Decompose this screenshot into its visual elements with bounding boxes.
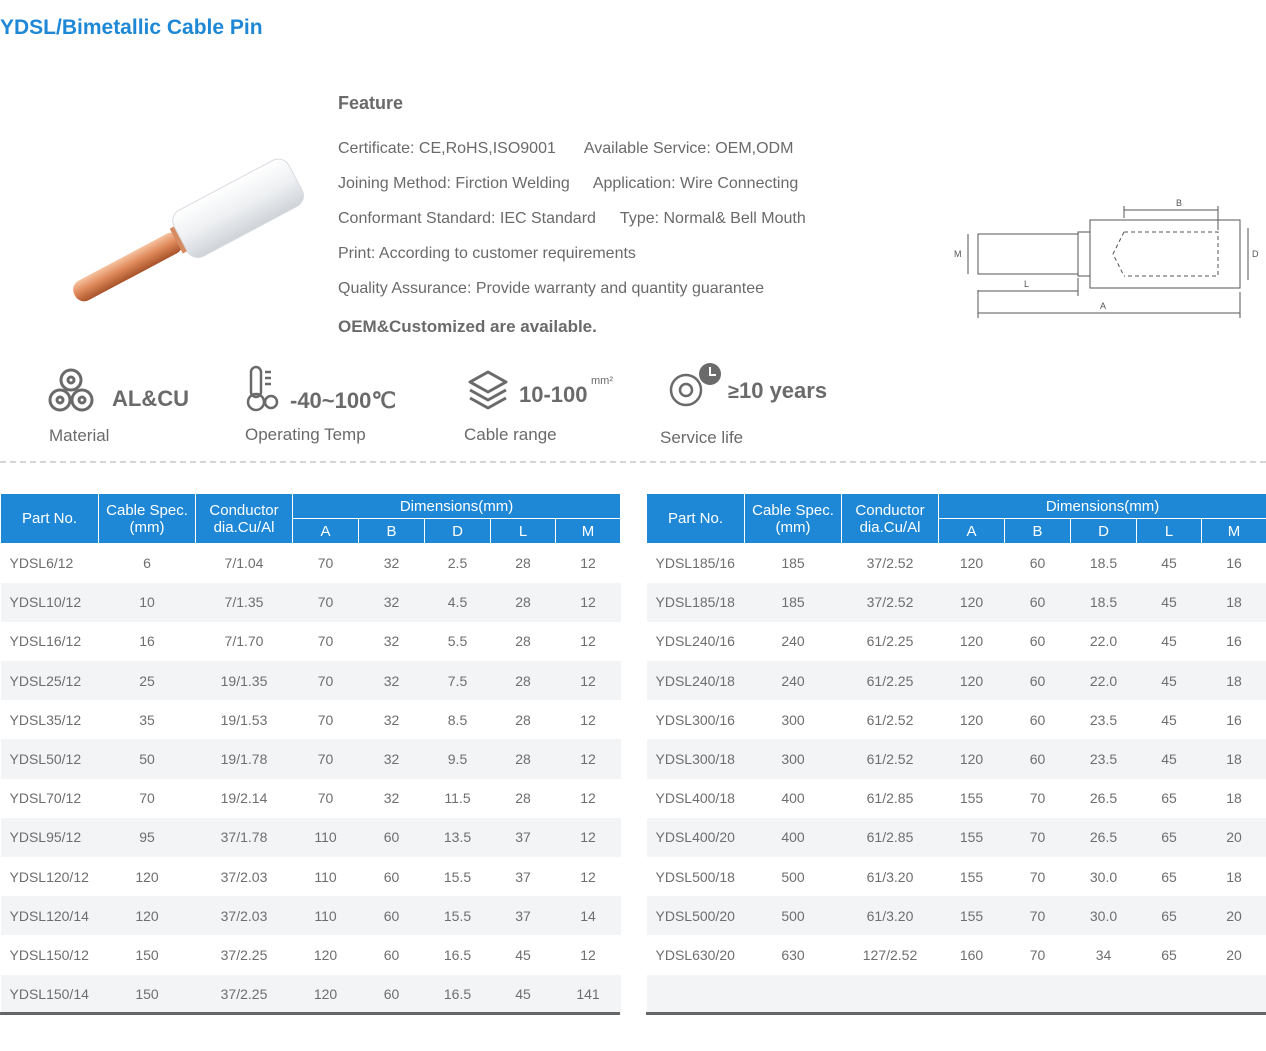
dimension-diagram (948, 192, 1266, 322)
header-b: B (1005, 519, 1071, 544)
page-title: YDSL/Bimetallic Cable Pin (0, 16, 263, 39)
table-cell: YDSL500/18 (647, 857, 745, 896)
table-cell: 60 (359, 818, 425, 857)
table-cell: 155 (939, 857, 1005, 896)
table-cell: 70 (293, 661, 359, 700)
table-cell: 18 (1202, 583, 1266, 622)
table-cell: 35 (99, 700, 196, 739)
table-cell: 19/1.35 (196, 661, 293, 700)
table-row (647, 857, 1266, 896)
header-d: D (1071, 519, 1137, 544)
table-row (647, 818, 1266, 857)
table-cell: 18 (1202, 739, 1266, 778)
table-cell: 70 (293, 779, 359, 818)
table-cell: 12 (556, 661, 621, 700)
table-row (647, 622, 1266, 661)
table-cell: 65 (1137, 935, 1202, 974)
table-cell: 28 (491, 779, 556, 818)
clock-gear-icon (666, 362, 724, 412)
material-value: AL&CU (112, 386, 189, 411)
header-conductor: Conductor dia.Cu/Al (842, 494, 939, 544)
table-cell: 26.5 (1071, 779, 1137, 818)
table-row (1, 739, 621, 778)
table-cell: 120 (939, 544, 1005, 583)
table-cell: 12 (556, 739, 621, 778)
table-cell: YDSL35/12 (1, 700, 99, 739)
table-cell: 37 (491, 857, 556, 896)
table-cell: 45 (491, 975, 556, 1014)
table-cell: 155 (939, 779, 1005, 818)
table-cell: 4.5 (425, 583, 491, 622)
table-cell (647, 975, 745, 1014)
table-cell: YDSL25/12 (1, 661, 99, 700)
table-cell: 28 (491, 583, 556, 622)
table-cell: 120 (99, 857, 196, 896)
table-left-bottom-rule (0, 1012, 620, 1015)
table-cell: 70 (293, 583, 359, 622)
table-cell: 16.5 (425, 935, 491, 974)
header-part-no: Part No. (647, 494, 745, 544)
table-cell: 23.5 (1071, 739, 1137, 778)
table-cell: 37 (491, 896, 556, 935)
header-a: A (293, 519, 359, 544)
table-cell: 60 (359, 935, 425, 974)
table-cell: 61/2.52 (842, 700, 939, 739)
table-cell: 15.5 (425, 896, 491, 935)
table-row (1, 779, 621, 818)
cable-range-value: 10-100 (519, 382, 588, 407)
table-cell: 185 (745, 544, 842, 583)
table-cell: 60 (359, 896, 425, 935)
table-cell: 150 (99, 935, 196, 974)
table-cell: 5.5 (425, 622, 491, 661)
table-cell: 20 (1202, 896, 1266, 935)
table-cell: 61/2.52 (842, 739, 939, 778)
table-cell: 37/2.25 (196, 935, 293, 974)
table-cell: YDSL95/12 (1, 818, 99, 857)
table-row (647, 975, 1266, 1014)
temp-caption: Operating Temp (245, 425, 366, 444)
table-cell: 37/2.03 (196, 857, 293, 896)
table-cell: 15.5 (425, 857, 491, 896)
header-l: L (1137, 519, 1202, 544)
header-conductor: Conductor dia.Cu/Al (196, 494, 293, 544)
table-cell: 45 (1137, 739, 1202, 778)
table-cell: 120 (939, 700, 1005, 739)
table-cell: 19/2.14 (196, 779, 293, 818)
table-cell: 70 (1005, 857, 1071, 896)
table-cell: 19/1.78 (196, 739, 293, 778)
table-cell: 61/2.85 (842, 779, 939, 818)
table-cell: 70 (1005, 896, 1071, 935)
service-life-value: ≥10 years (728, 378, 828, 403)
label-b: B (1176, 198, 1183, 208)
table-cell: 32 (359, 779, 425, 818)
table-cell: 61/3.20 (842, 857, 939, 896)
table-cell: YDSL120/12 (1, 857, 99, 896)
table-cell: 70 (293, 700, 359, 739)
layers-icon (466, 368, 510, 412)
table-cell: 70 (1005, 818, 1071, 857)
table-cell: 20 (1202, 818, 1266, 857)
table-row (647, 935, 1266, 974)
table-cell: 60 (1005, 661, 1071, 700)
table-cell: YDSL185/16 (647, 544, 745, 583)
table-row (1, 622, 621, 661)
table-cell: 141 (556, 975, 621, 1014)
table-cell: 120 (293, 935, 359, 974)
table-cell: 95 (99, 818, 196, 857)
table-cell: 32 (359, 544, 425, 583)
table-cell: 18 (1202, 857, 1266, 896)
table-row (1, 700, 621, 739)
table-cell: 60 (1005, 583, 1071, 622)
table-cell: 65 (1137, 857, 1202, 896)
table-cell: 65 (1137, 896, 1202, 935)
table-cell: YDSL185/18 (647, 583, 745, 622)
table-cell: 630 (745, 935, 842, 974)
table-cell: 16 (1202, 700, 1266, 739)
table-cell: 22.0 (1071, 622, 1137, 661)
table-cell: 12 (556, 700, 621, 739)
table-cell: YDSL630/20 (647, 935, 745, 974)
table-cell: 120 (939, 622, 1005, 661)
table-cell: 400 (745, 818, 842, 857)
feature-line-1: Certificate: CE,RoHS,ISO9001 Available Service: OEM,ODM (338, 140, 794, 157)
table-cell: 300 (745, 700, 842, 739)
table-cell: 500 (745, 896, 842, 935)
dashed-divider (0, 461, 1266, 463)
table-cell: YDSL70/12 (1, 779, 99, 818)
table-row (647, 544, 1266, 583)
cable-pin-image (40, 150, 340, 320)
table-cell: 60 (1005, 700, 1071, 739)
table-cell: 61/3.20 (842, 896, 939, 935)
table-cell: 50 (99, 739, 196, 778)
table-cell (745, 975, 842, 1014)
table-cell: 32 (359, 739, 425, 778)
table-cell: 12 (556, 935, 621, 974)
header-dimensions: Dimensions(mm) (293, 494, 621, 519)
table-cell: 37/1.78 (196, 818, 293, 857)
table-cell: 28 (491, 700, 556, 739)
table-cell: 155 (939, 896, 1005, 935)
table-cell: 70 (293, 544, 359, 583)
table-row (1, 975, 621, 1014)
table-cell: YDSL6/12 (1, 544, 99, 583)
table-cell: 70 (293, 739, 359, 778)
table-cell: 8.5 (425, 700, 491, 739)
table-right-bottom-rule (646, 1012, 1266, 1015)
table-cell: 2.5 (425, 544, 491, 583)
feature-line-2: Joining Method: Firction Welding Application: Wire Connecting (338, 175, 799, 192)
feature-line-5: Quality Assurance: Provide warranty and quantity guarantee (338, 280, 765, 297)
table-cell: 60 (1005, 739, 1071, 778)
table-cell: 7/1.04 (196, 544, 293, 583)
table-row (647, 779, 1266, 818)
table-cell: 10 (99, 583, 196, 622)
table-cell: YDSL400/20 (647, 818, 745, 857)
table-cell: 28 (491, 661, 556, 700)
table-cell: 6 (99, 544, 196, 583)
table-cell: 34 (1071, 935, 1137, 974)
label-m: M (954, 249, 962, 259)
service-life-caption: Service life (660, 428, 744, 447)
table-cell: 9.5 (425, 739, 491, 778)
table-cell: YDSL50/12 (1, 739, 99, 778)
header-part-no: Part No. (1, 494, 99, 544)
table-cell: YDSL150/14 (1, 975, 99, 1014)
table-cell: 26.5 (1071, 818, 1137, 857)
table-cell: 23.5 (1071, 700, 1137, 739)
header-cable-spec: Cable Spec. (mm) (745, 494, 842, 544)
table-cell: 60 (1005, 544, 1071, 583)
table-cell: 37 (491, 818, 556, 857)
material-icon (46, 364, 100, 414)
table-cell: 18.5 (1071, 544, 1137, 583)
table-cell: 32 (359, 661, 425, 700)
table-cell: 70 (1005, 779, 1071, 818)
table-cell: 7/1.70 (196, 622, 293, 661)
header-b: B (359, 519, 425, 544)
table-cell: 37/2.03 (196, 896, 293, 935)
table-cell: 45 (1137, 622, 1202, 661)
table-cell: 160 (939, 935, 1005, 974)
table-cell: 28 (491, 622, 556, 661)
table-cell: 28 (491, 544, 556, 583)
table-cell: 32 (359, 700, 425, 739)
table-cell: 12 (556, 583, 621, 622)
table-cell (1005, 975, 1071, 1014)
spec-table-left (0, 493, 621, 1014)
table-cell: 110 (293, 896, 359, 935)
table-cell: 16 (1202, 622, 1266, 661)
header-m: M (1202, 519, 1266, 544)
table-cell (1137, 975, 1202, 1014)
table-cell: 22.0 (1071, 661, 1137, 700)
table-row (1, 818, 621, 857)
label-l: L (1024, 279, 1030, 289)
table-cell: 45 (1137, 583, 1202, 622)
table-row (647, 700, 1266, 739)
table-cell: 110 (293, 818, 359, 857)
table-cell (1202, 975, 1266, 1014)
feature-line-4: Print: According to customer requirements (338, 245, 636, 262)
table-cell: 70 (1005, 935, 1071, 974)
table-row (647, 739, 1266, 778)
table-cell: 37/2.52 (842, 544, 939, 583)
table-cell: YDSL300/16 (647, 700, 745, 739)
header-cable-spec: Cable Spec. (mm) (99, 494, 196, 544)
table-cell: 13.5 (425, 818, 491, 857)
table-row (1, 661, 621, 700)
cable-range-caption: Cable range (464, 425, 557, 444)
table-cell: 32 (359, 583, 425, 622)
table-row (647, 661, 1266, 700)
table-cell: 45 (1137, 661, 1202, 700)
table-row (1, 544, 621, 583)
table-cell: 45 (1137, 544, 1202, 583)
table-cell: 12 (556, 544, 621, 583)
table-cell: 127/2.52 (842, 935, 939, 974)
table-cell: YDSL500/20 (647, 896, 745, 935)
table-cell: 30.0 (1071, 857, 1137, 896)
table-cell: 65 (1137, 818, 1202, 857)
header-l: L (491, 519, 556, 544)
table-cell: 61/2.85 (842, 818, 939, 857)
table-cell: 12 (556, 857, 621, 896)
table-cell: 19/1.53 (196, 700, 293, 739)
table-cell: YDSL300/18 (647, 739, 745, 778)
table-cell: 60 (359, 975, 425, 1014)
table-cell: 14 (556, 896, 621, 935)
label-d: D (1252, 249, 1259, 259)
table-cell: YDSL240/16 (647, 622, 745, 661)
table-cell: 12 (556, 622, 621, 661)
table-cell (939, 975, 1005, 1014)
table-row (1, 857, 621, 896)
table-cell: 28 (491, 739, 556, 778)
table-cell: 16.5 (425, 975, 491, 1014)
table-cell: 30.0 (1071, 896, 1137, 935)
table-cell: 400 (745, 779, 842, 818)
table-cell: 37/2.52 (842, 583, 939, 622)
feature-line-3: Conformant Standard: IEC Standard Type: Normal& Bell Mouth (338, 210, 806, 227)
table-cell: YDSL10/12 (1, 583, 99, 622)
table-cell: 45 (1137, 700, 1202, 739)
table-cell: 185 (745, 583, 842, 622)
table-cell: YDSL16/12 (1, 622, 99, 661)
table-cell: 16 (99, 622, 196, 661)
table-cell: 61/2.25 (842, 661, 939, 700)
header-m: M (556, 519, 621, 544)
table-cell (842, 975, 939, 1014)
table-cell: 60 (1005, 622, 1071, 661)
feature-heading: Feature (338, 93, 404, 113)
cable-range-unit: mm² (591, 375, 613, 387)
table-cell: 110 (293, 857, 359, 896)
table-cell: 120 (939, 661, 1005, 700)
table-cell: 20 (1202, 935, 1266, 974)
table-cell: 25 (99, 661, 196, 700)
table-cell: 65 (1137, 779, 1202, 818)
label-a: A (1100, 301, 1107, 311)
oem-note: OEM&Customized are available. (338, 317, 597, 336)
table-row (1, 896, 621, 935)
table-cell: 240 (745, 622, 842, 661)
table-cell: 18 (1202, 779, 1266, 818)
table-cell: 150 (99, 975, 196, 1014)
table-cell: 155 (939, 818, 1005, 857)
table-cell (1071, 975, 1137, 1014)
header-dimensions: Dimensions(mm) (939, 494, 1266, 519)
table-cell: 120 (939, 583, 1005, 622)
table-cell: 7.5 (425, 661, 491, 700)
table-row (647, 583, 1266, 622)
table-cell: 300 (745, 739, 842, 778)
table-row (647, 896, 1266, 935)
table-cell: 32 (359, 622, 425, 661)
table-cell: 45 (491, 935, 556, 974)
table-cell: 18.5 (1071, 583, 1137, 622)
table-cell: 70 (99, 779, 196, 818)
table-cell: 18 (1202, 661, 1266, 700)
table-cell: YDSL240/18 (647, 661, 745, 700)
table-cell: 16 (1202, 544, 1266, 583)
table-cell: 7/1.35 (196, 583, 293, 622)
material-caption: Material (49, 426, 110, 445)
temp-value: -40~100℃ (290, 388, 397, 413)
table-row (1, 583, 621, 622)
table-cell: YDSL150/12 (1, 935, 99, 974)
header-a: A (939, 519, 1005, 544)
spec-table-right (646, 493, 1266, 1014)
table-cell: 240 (745, 661, 842, 700)
table-cell: 120 (293, 975, 359, 1014)
table-cell: 120 (939, 739, 1005, 778)
table-cell: 11.5 (425, 779, 491, 818)
table-cell: 500 (745, 857, 842, 896)
table-cell: YDSL120/14 (1, 896, 99, 935)
table-row (1, 935, 621, 974)
table-cell: 60 (359, 857, 425, 896)
table-cell: 61/2.25 (842, 622, 939, 661)
thermometer-icon (243, 364, 285, 414)
table-cell: 12 (556, 779, 621, 818)
table-cell: 70 (293, 622, 359, 661)
table-cell: YDSL400/18 (647, 779, 745, 818)
table-cell: 37/2.25 (196, 975, 293, 1014)
table-cell: 120 (99, 896, 196, 935)
table-cell: 12 (556, 818, 621, 857)
header-d: D (425, 519, 491, 544)
